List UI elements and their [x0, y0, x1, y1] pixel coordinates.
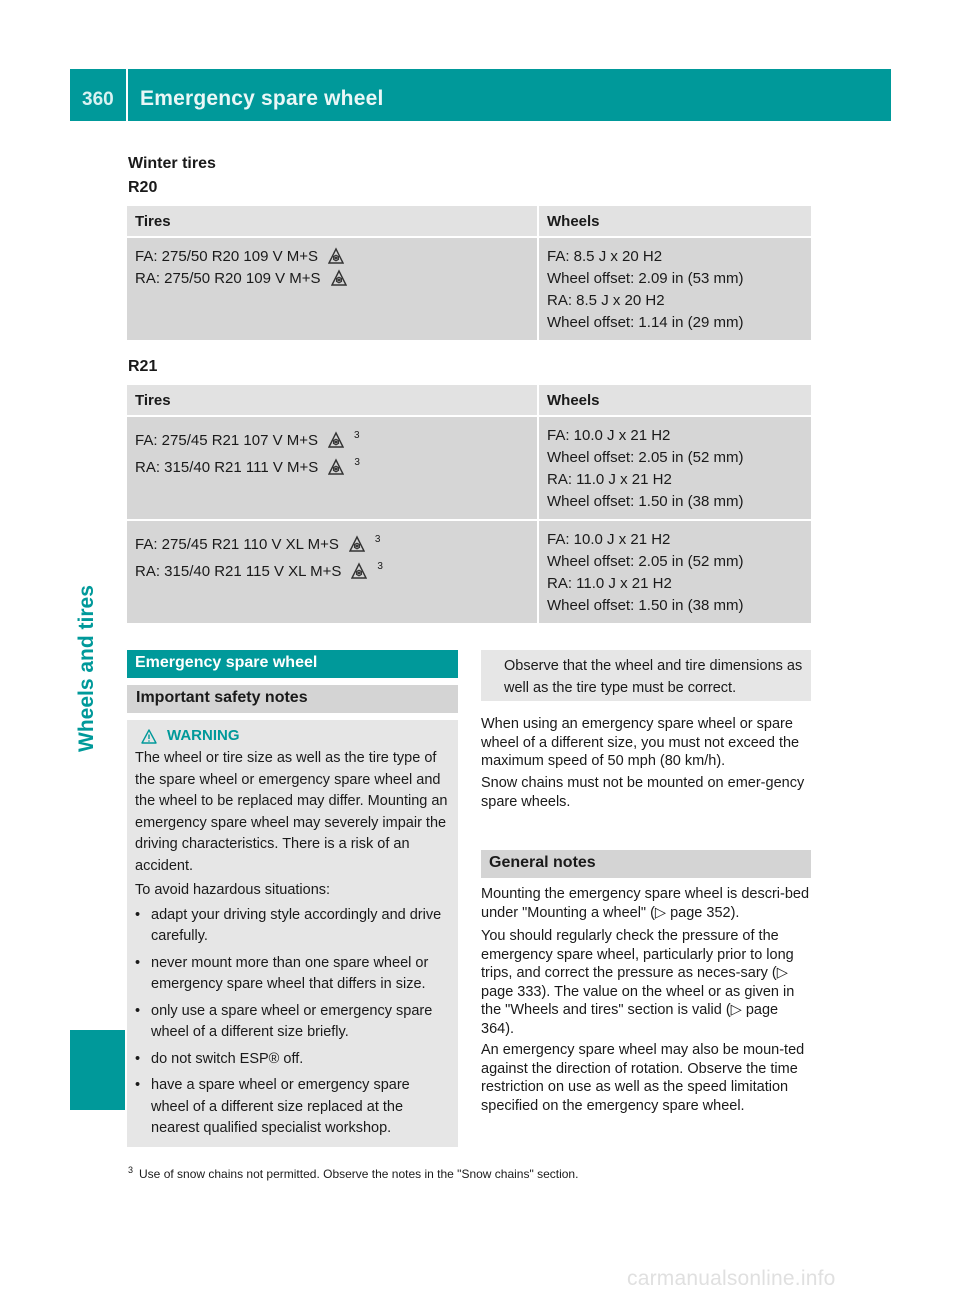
- wheels-column-header: Wheels: [538, 206, 811, 237]
- warning-box: [127, 720, 458, 1147]
- note-box: Observe that the wheel and tire dimensions as well as the tire type must be correct.: [481, 650, 811, 701]
- footnote: [128, 1165, 578, 1181]
- wheel-line: RA: 11.0 J x 21 H2: [547, 575, 672, 592]
- watermark: carmanualsonline.info: [627, 1267, 836, 1290]
- header-divider: [126, 69, 128, 121]
- wheel-line: Wheel offset: 2.05 in (52 mm): [547, 449, 744, 466]
- snowflake-mountain-icon: [328, 431, 344, 448]
- side-tab-label: Wheels and tires: [75, 585, 98, 752]
- wheel-line: Wheel offset: 1.14 in (29 mm): [547, 314, 744, 331]
- snowflake-mountain-icon: [328, 458, 344, 475]
- wheels-cell: [538, 416, 811, 520]
- wheels-cell: [538, 520, 811, 624]
- general-paragraph-1: Mounting the emergency spare wheel is descri-bed under "Mounting a wheel" (▷ page 352).: [481, 886, 810, 921]
- wheels-column-header: Wheels: [538, 385, 811, 416]
- tires-cell: [127, 520, 538, 624]
- page-number: 360: [82, 89, 114, 110]
- footnote-ref: 3: [354, 430, 360, 441]
- general-notes-heading: General notes: [481, 850, 811, 878]
- snowflake-mountain-icon: [331, 269, 347, 286]
- tire-line: RA: 275/50 R20 109 V M+S: [135, 268, 529, 290]
- tire-line: RA: 315/40 R21 115 V XL M+S $^3$: [135, 561, 383, 580]
- tires-column-header: Tires: [127, 206, 538, 237]
- wheel-line: Wheel offset: 1.50 in (38 mm): [547, 493, 744, 510]
- r21-table: [127, 385, 811, 625]
- header-title: Emergency spare wheel: [140, 87, 384, 110]
- footnote-ref: 3: [374, 534, 381, 545]
- r20-heading: R20: [128, 179, 158, 196]
- wheel-line: RA: 11.0 J x 21 H2: [547, 471, 672, 488]
- tires-column-header: Tires: [127, 385, 538, 416]
- snowflake-mountain-icon: [349, 535, 365, 552]
- table-row: [127, 520, 811, 624]
- footnote-ref: 3: [354, 457, 360, 468]
- tire-line: FA: 275/45 R21 110 V XL M+S $^3$: [135, 534, 381, 553]
- warning-text: The wheel or tire size as well as the tire type of the spare wheel or emergency spare wheel and the wheel to be replaced may differ. Mounting an emergency spare wheel may severely impair the driving characteristics. There is a risk of an accident.: [135, 750, 448, 874]
- max-speed-paragraph: When using an emergency spare wheel or spare wheel of a different size, you must not exceed the maximum speed of 50 mph (80 km/h).: [481, 716, 800, 769]
- warning-title: [141, 724, 450, 748]
- wheel-line: Wheel offset: 2.09 in (53 mm): [547, 270, 744, 287]
- wheel-line: FA: 8.5 J x 20 H2: [547, 248, 663, 265]
- warning-intro: To avoid hazardous situations:: [135, 882, 331, 898]
- wheel-line: FA: 10.0 J x 21 H2: [547, 427, 671, 444]
- list-item: • never mount more than one spare wheel or emergency spare wheel that differs in size.: [135, 954, 429, 992]
- tire-line: FA: 275/45 R21 107 V M+S $^3$: [135, 430, 360, 449]
- footnote-marker: 3: [128, 1165, 134, 1175]
- page-header: [70, 69, 891, 121]
- side-tab-block: [70, 1030, 125, 1110]
- wheels-cell: [538, 237, 811, 341]
- list-item: • adapt your driving style accordingly and drive carefully.: [135, 906, 442, 944]
- winter-tires-heading: Winter tires: [128, 155, 216, 172]
- general-paragraph-3: An emergency spare wheel may also be moun-ted against the direction of rotation. Observe the time restriction on use as well as the speed limitation specified on the emergency spare wheel.: [481, 1042, 805, 1114]
- safety-notes-heading: Important safety notes: [127, 685, 458, 713]
- wheel-line: Wheel offset: 1.50 in (38 mm): [547, 597, 744, 614]
- tires-cell: [127, 237, 538, 341]
- warning-label: WARNING: [167, 727, 240, 745]
- tires-cell: [127, 416, 538, 520]
- wheel-line: RA: 8.5 J x 20 H2: [547, 292, 665, 309]
- general-paragraph-2: You should regularly check the pressure of the emergency spare wheel, particularly prior to long trips, and correct the pressure as neces-sary (▷ page 333). The value on the wheel or as given in the "Wheels and tires" section is valid (▷ page 364).: [481, 928, 795, 1037]
- warning-list: [135, 905, 450, 1140]
- r21-heading: R21: [128, 358, 158, 375]
- snowflake-mountain-icon: [351, 562, 367, 579]
- list-item: • only use a spare wheel or emergency spare wheel of a different size briefly.: [135, 1002, 433, 1040]
- table-header-row: [127, 385, 811, 416]
- table-row: [127, 416, 811, 520]
- section-title: Emergency spare wheel: [127, 650, 458, 678]
- list-item: • do not switch ESP® off.: [135, 1050, 304, 1067]
- warning-triangle-icon: [141, 729, 157, 744]
- side-tab: [70, 0, 125, 1302]
- list-item: • have a spare wheel or emergency spare wheel of a different size replaced at the nearest qualified specialist workshop.: [135, 1077, 410, 1136]
- table-row: [127, 237, 811, 341]
- r20-table: [127, 206, 811, 342]
- tire-line: FA: 275/50 R20 109 V M+S: [135, 246, 529, 268]
- snow-chains-paragraph: Snow chains must not be mounted on emer-gency spare wheels.: [481, 775, 805, 810]
- snowflake-mountain-icon: [328, 247, 344, 264]
- footnote-text: Use of snow chains not permitted. Observe the notes in the "Snow chains" section.: [139, 1167, 579, 1181]
- wheel-line: FA: 10.0 J x 21 H2: [547, 531, 671, 548]
- table-header-row: [127, 206, 811, 237]
- tire-line: RA: 315/40 R21 111 V M+S $^3$: [135, 457, 360, 476]
- wheel-line: Wheel offset: 2.05 in (52 mm): [547, 553, 744, 570]
- footnote-ref: 3: [377, 561, 383, 572]
